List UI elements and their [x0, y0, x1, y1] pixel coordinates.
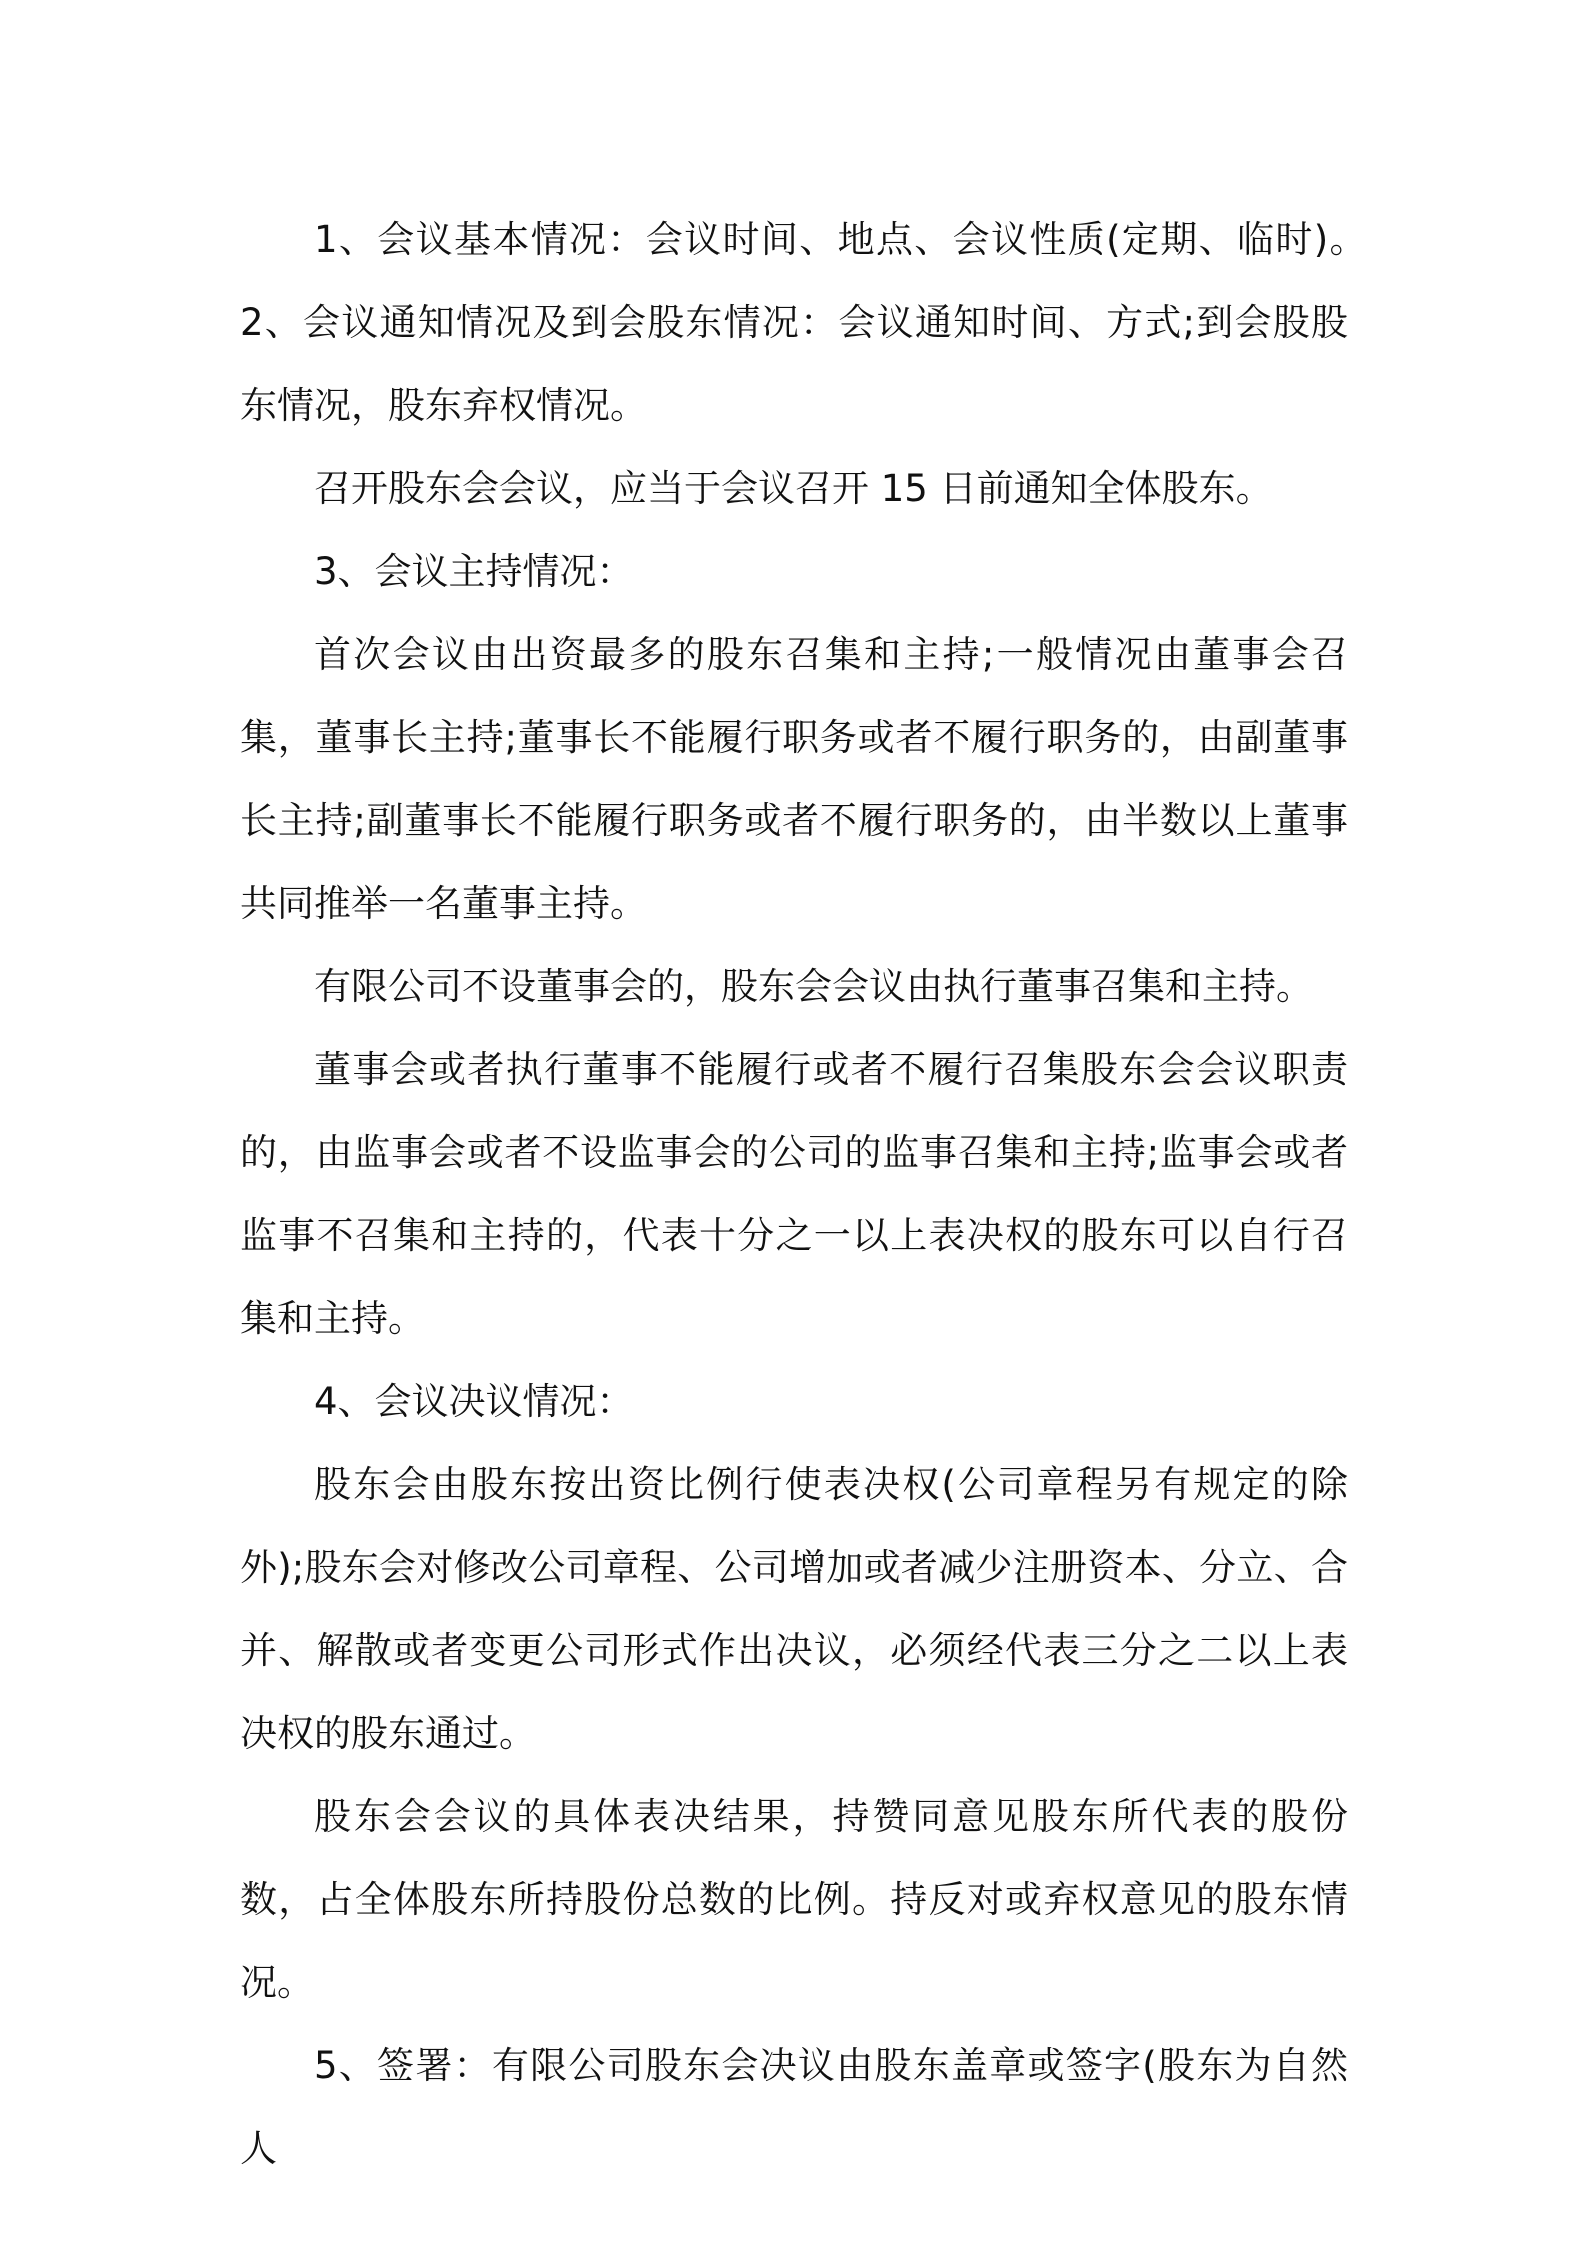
paragraph-notice-period: 召开股东会会议，应当于会议召开 15 日前通知全体股东。	[314, 467, 1273, 510]
paragraph-voting-rights: 股东会由股东按出资比例行使表决权(公司章程另有规定的除外);股东会对修改公司章程、公司增加或者减少注册资本、分立、合并、解散或者变更公司形式作出决议，必须经代表三分之二以上表决权的股东通过。	[240, 1463, 1348, 1755]
paragraph-supervisor-convene: 董事会或者执行董事不能履行或者不履行召集股东会会议职责的，由监事会或者不设监事会的公司的监事召集和主持;监事会或者监事不召集和主持的，代表十分之一以上表决权的股东可以自行召集和主持。	[240, 1048, 1348, 1340]
document-page	[240, 198, 1397, 2170]
paragraph-signing: 5、签署：有限公司股东会决议由股东盖章或签字(股东为自然人	[240, 2044, 1348, 2170]
paragraph-first-meeting-chair: 首次会议由出资最多的股东召集和主持;一般情况由董事会召集，董事长主持;董事长不能履行职务或者不履行职务的，由副董事长主持;副董事长不能履行职务或者不履行职务的，由半数以上董事共同推举一名董事主持。	[240, 633, 1348, 925]
paragraph-voting-results: 股东会会议的具体表决结果，持赞同意见股东所代表的股份数，占全体股东所持股份总数的比例。持反对或弃权意见的股东情况。	[240, 1795, 1348, 2004]
paragraph-no-board: 有限公司不设董事会的，股东会会议由执行董事召集和主持。	[314, 965, 1313, 1008]
heading-meeting-chair: 3、会议主持情况：	[314, 550, 634, 593]
paragraph-meeting-basics: 1、会议基本情况：会议时间、地点、会议性质(定期、临时)。 2、会议通知情况及到会股东情况：会议通知时间、方式;到会股股东情况，股东弃权情况。	[240, 218, 1397, 427]
heading-meeting-resolution: 4、会议决议情况：	[314, 1380, 634, 1423]
